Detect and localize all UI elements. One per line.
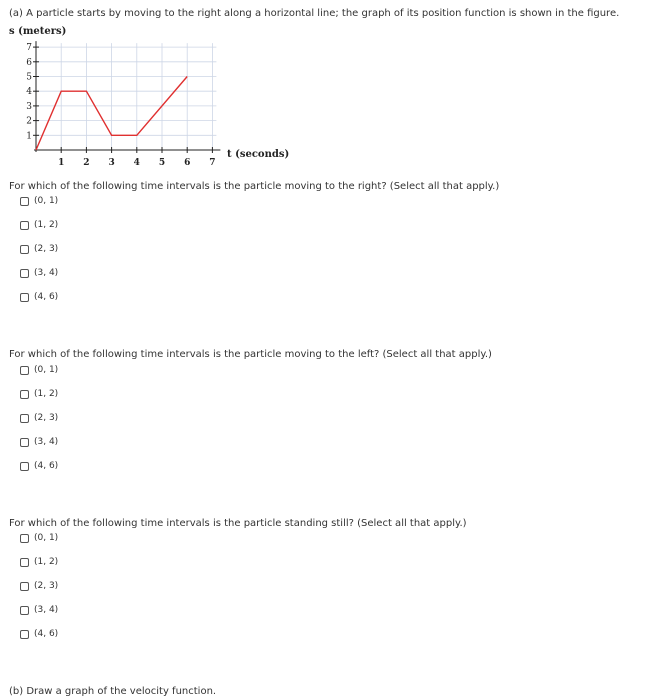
option-right-4-6[interactable]	[20, 290, 58, 304]
option-label: (3, 4)	[34, 437, 59, 447]
option-still-3-4[interactable]	[20, 603, 58, 617]
y-tick-labels	[26, 43, 32, 141]
checkbox[interactable]	[20, 534, 29, 543]
x-tick-label: 3	[108, 158, 115, 168]
checkbox[interactable]	[20, 293, 29, 302]
question-left: For which of the following time intervals is the particle moving to the left? (Select all that apply.)	[9, 349, 492, 360]
option-label: (3, 4)	[34, 268, 59, 278]
y-tick-label: 3	[26, 101, 32, 112]
x-tick-label: 4	[133, 158, 140, 168]
checkbox[interactable]	[20, 197, 29, 206]
option-label: (0, 1)	[34, 196, 59, 206]
checkbox[interactable]	[20, 558, 29, 567]
y-tick-label: 6	[26, 57, 32, 68]
option-label: (3, 4)	[34, 605, 59, 615]
y-tick-label: 1	[26, 131, 32, 142]
checkbox[interactable]	[20, 245, 29, 254]
checkbox[interactable]	[20, 582, 29, 591]
checkbox[interactable]	[20, 630, 29, 639]
y-tick-label: 7	[26, 43, 32, 54]
checkbox[interactable]	[20, 366, 29, 375]
option-right-0-1[interactable]	[20, 194, 58, 208]
y-tick-label: 5	[26, 72, 32, 83]
option-right-1-2[interactable]	[20, 218, 58, 232]
option-right-2-3[interactable]	[20, 242, 58, 256]
position-graph	[0, 0, 300, 175]
checkbox[interactable]	[20, 269, 29, 278]
checkbox[interactable]	[20, 462, 29, 471]
option-label: (4, 6)	[34, 292, 59, 302]
checkbox[interactable]	[20, 414, 29, 423]
option-label: (0, 1)	[34, 533, 59, 543]
option-still-1-2[interactable]	[20, 555, 58, 569]
grid	[36, 43, 216, 150]
option-right-3-4[interactable]	[20, 266, 58, 280]
x-axis-label: t (seconds)	[227, 149, 290, 160]
option-left-3-4[interactable]	[20, 435, 58, 449]
option-still-0-1[interactable]	[20, 531, 58, 545]
x-tick-label: 7	[209, 158, 216, 168]
checkbox[interactable]	[20, 390, 29, 399]
checkbox[interactable]	[20, 606, 29, 615]
option-label: (4, 6)	[34, 461, 59, 471]
intro-text: (a) A particle starts by moving to the right along a horizontal line; the graph of its position function is shown in the figure.	[9, 8, 620, 19]
option-left-2-3[interactable]	[20, 411, 58, 425]
option-still-4-6[interactable]	[20, 627, 58, 641]
checkbox[interactable]	[20, 438, 29, 447]
x-tick-label: 2	[83, 158, 90, 168]
option-label: (0, 1)	[34, 365, 59, 375]
checkbox[interactable]	[20, 221, 29, 230]
option-still-2-3[interactable]	[20, 579, 58, 593]
y-axis-label: s (meters)	[9, 26, 67, 37]
y-tick-label: 2	[26, 116, 32, 127]
x-tick-label: 1	[58, 158, 65, 168]
option-left-4-6[interactable]	[20, 459, 58, 473]
option-label: (2, 3)	[34, 581, 59, 591]
option-left-1-2[interactable]	[20, 387, 58, 401]
option-label: (2, 3)	[34, 244, 59, 254]
part-b-text: (b) Draw a graph of the velocity function.	[9, 686, 217, 697]
x-tick-label: 5	[158, 158, 166, 168]
question-right: For which of the following time intervals is the particle moving to the right? (Select all that apply.)	[9, 181, 500, 192]
x-tick-labels	[58, 158, 215, 168]
option-label: (2, 3)	[34, 413, 59, 423]
option-label: (1, 2)	[34, 389, 59, 399]
option-left-0-1[interactable]	[20, 363, 58, 377]
question-still: For which of the following time intervals is the particle standing still? (Select all that apply.)	[9, 518, 467, 529]
option-label: (1, 2)	[34, 220, 59, 230]
option-label: (1, 2)	[34, 557, 59, 567]
option-label: (4, 6)	[34, 629, 59, 639]
y-tick-label: 4	[26, 87, 32, 98]
x-tick-label: 6	[184, 158, 191, 168]
